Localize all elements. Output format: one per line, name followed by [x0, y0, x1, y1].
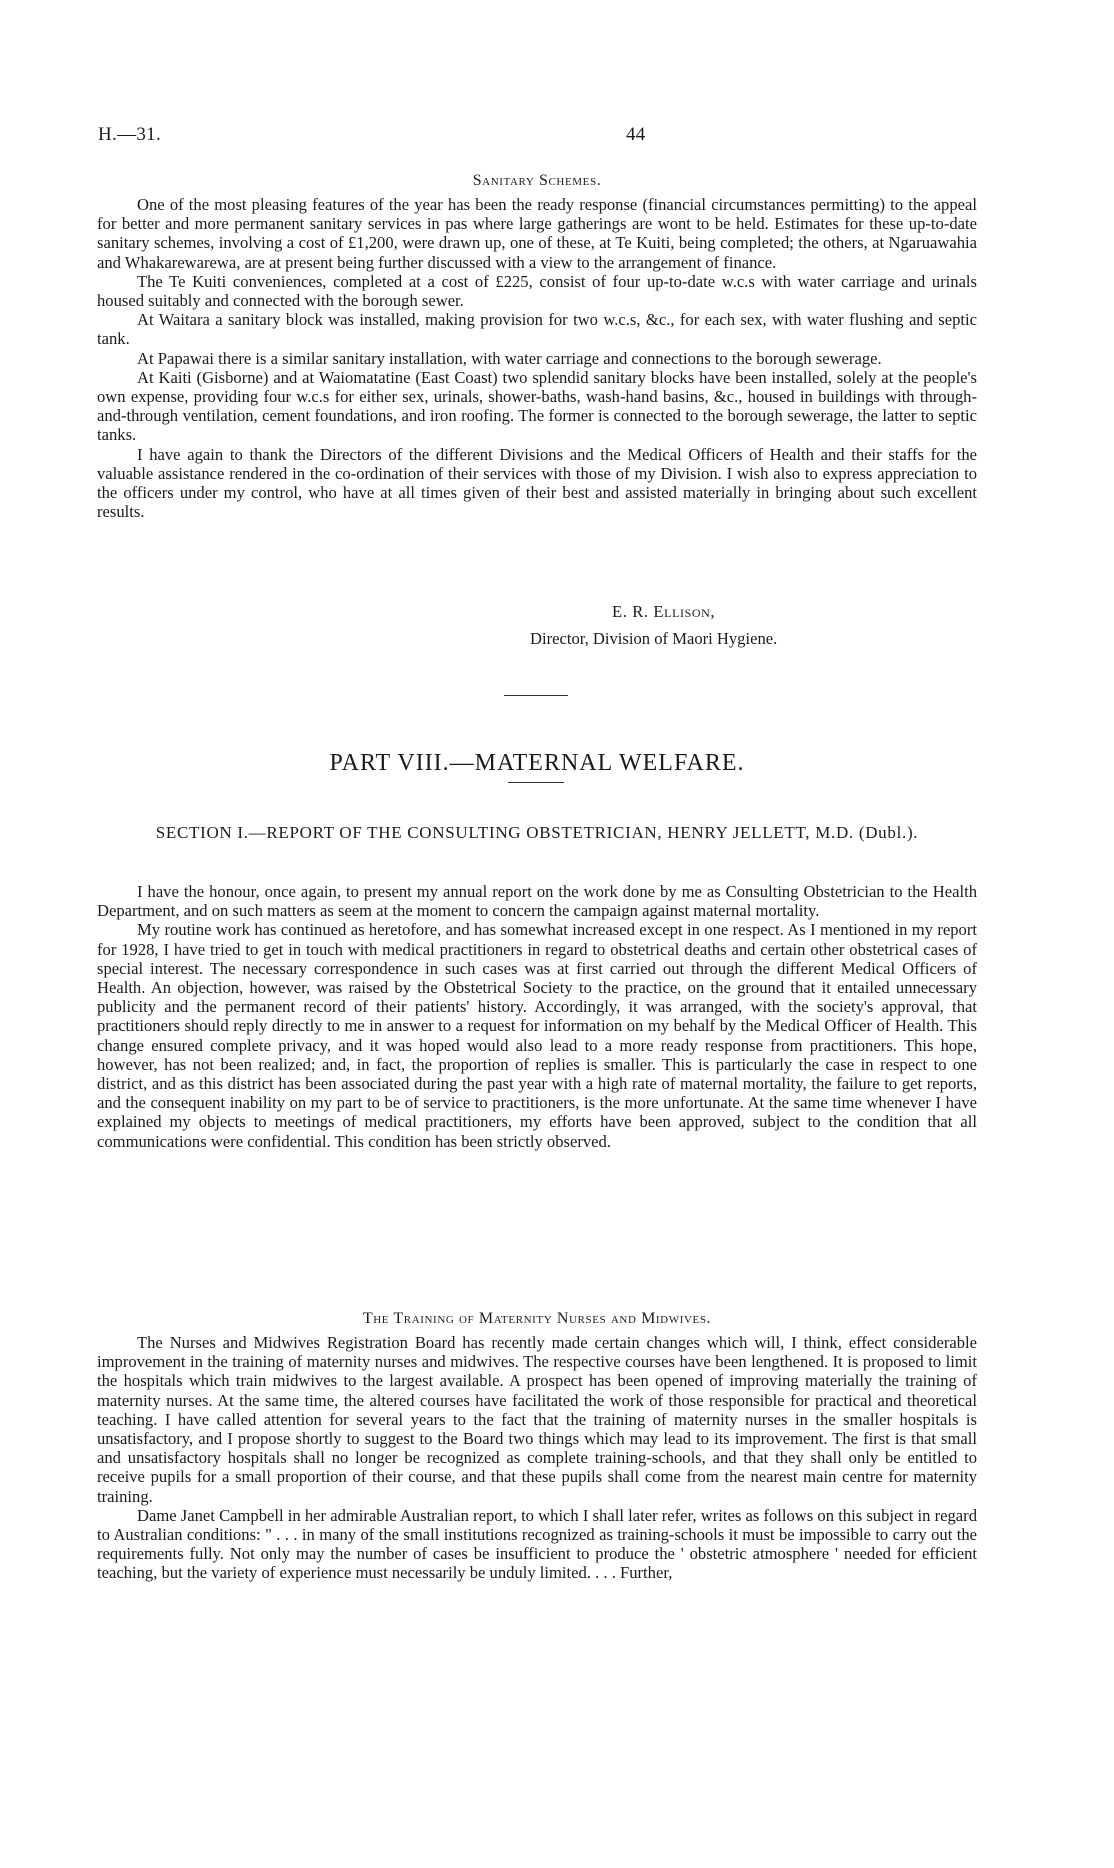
part-title: PART VIII.—MATERNAL WELFARE. [329, 750, 745, 776]
paragraph: At Kaiti (Gisborne) and at Waiomatatine (East Coast) two splendid sanitary blocks have been installed, solely at the people's own expense, providing four w.c.s for either sex, urinals, shower-baths, wash-hand basins, &c., housed in buildings with through-and-through ventilation, cement foundations, and iron roofing. The former is connected to the borough sewerage, the latter to septic tanks. [97, 367, 977, 445]
signature-block [530, 598, 980, 652]
signature-title: Director, Division of Maori Hygiene. [530, 629, 778, 648]
paragraph: The Te Kuiti conveniences, completed at a cost of £225, consist of four up-to-date w.c.s with water carriage and urinals housed suitably and connected with the borough sewer. [97, 271, 977, 311]
signature-name: E. R. Ellison, [612, 602, 716, 621]
paragraph: At Waitara a sanitary block was installed, making provision for two w.c.s, &c., for each sex, with water flushing and septic tank. [97, 310, 977, 349]
paragraph: Dame Janet Campbell in her admirable Australian report, to which I shall later refer, writes as follows on this subject in regard to Australian conditions: " . . . in many of the small institutions recognized as training-schools it must be impossible to carry out the requirements fully. Not only may the number of cases be insufficient to produce the ' obstetric atmosphere ' needed for efficient teaching, but the variety of experience must necessarily be unduly limited. . . . Further, [97, 1505, 977, 1583]
page-number: 44 [626, 124, 646, 145]
paragraph: I have the honour, once again, to present my annual report on the work done by me as Consulting Obstetrician to the Health Department, and on such matters as seem at the moment to concern the campaign against maternal mortality. [97, 882, 977, 921]
training-heading: The Training of Maternity Nurses and Midwives. [362, 1310, 712, 1327]
sanitary-schemes-body [97, 195, 977, 521]
training-body [97, 1333, 977, 1583]
paragraph: The Nurses and Midwives Registration Board has recently made certain changes which will, I think, effect considerable improvement in the training of maternity nurses and midwives. The respective courses have been lengthened. It is proposed to limit the hospitals which train midwives to the largest available. A prospect has been opened of improving materially the training of maternity nurses. At the same time, the altered courses have facilitated the work of those responsible for practical and theoretical teaching. I have called attention for several years to the fact that the training of maternity nurses in the smaller hospitals is unsatisfactory, and I propose shortly to suggest to the Board two things which may lead to its improvement. The first is that small and unsatisfactory hospitals shall no longer be recognized as complete training-schools, and that they shall only be entitled to receive pupils for a small proportion of their course, and that these pupils shall come from the nearest main centre for maternity training. [97, 1333, 977, 1506]
paragraph: One of the most pleasing features of the year has been the ready response (financial circumstances permitting) to the appeal for better and more permanent sanitary services in pas where large gatherings are wont to be held. Estimates for these up-to-date sanitary schemes, involving a cost of £1,200, were drawn up, one of these, at Te Kuiti, being completed; the others, at Ngaruawahia and Whakarewarewa, are at present being further discussed with a view to the arrangement of finance. [97, 195, 977, 272]
report-reference: H.—31. [98, 124, 162, 145]
paragraph: My routine work has continued as heretofore, and has somewhat increased except in one respect. As I mentioned in my report for 1928, I have tried to get in touch with medical practitioners in regard to obstetrical deaths and certain other obstetrical cases of special interest. The necessary correspondence in such cases was at first carried out through the different Medical Officers of Health. An objection, however, was raised by the Obstetrical Society to the practice, on the ground that it entailed unnecessary publicity and the permanent record of their patients' history. Accordingly, it was arranged, with the society's approval, that practitioners should reply directly to me in answer to a request for information on my behalf by the Medical Officer of Health. This change ensured complete privacy, and it was hoped would also lead to a more ready response from practitioners. This hope, however, has not been realized; and, in fact, the proportion of replies is smaller. This is particularly the case in respect to one district, and as this district has been associated during the past year with a high rate of maternal mortality, the failure to get reports, and the consequent inability on my part to be of service to practitioners, is the more unfortunate. At the same time whenever I have explained my objects to meetings of medical practitioners, my efforts have been approved, subject to the condition that all communications were confidential. This condition has been strictly observed. [97, 920, 977, 1151]
sanitary-schemes-heading: Sanitary Schemes. [472, 172, 602, 189]
section-title: SECTION I.—REPORT OF THE CONSULTING OBSTETRICIAN, HENRY JELLETT, M.D. (Dubl.). [155, 823, 919, 842]
paragraph: I have again to thank the Directors of the different Divisions and the Medical Officers of Health and their staffs for the valuable assistance rendered in the co-ordination of their services with those of my Division. I wish also to express appreciation to the officers under my control, who have at all times given of their best and assisted materially in bringing about such excellent results. [97, 444, 977, 522]
title-divider [508, 782, 564, 783]
paragraph: At Papawai there is a similar sanitary installation, with water carriage and connections to the borough sewerage. [137, 348, 882, 368]
page-header [98, 124, 1058, 154]
section-body [97, 882, 977, 1151]
section-divider [504, 695, 568, 696]
